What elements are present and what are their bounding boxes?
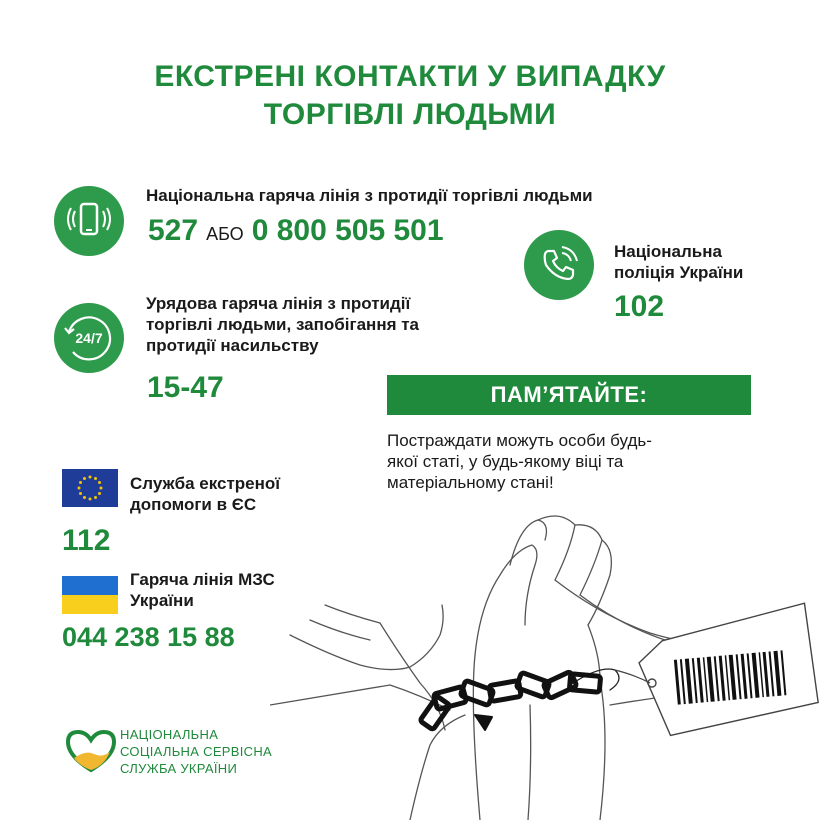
national-hotline-numbers bbox=[148, 214, 444, 248]
right-hand-outline bbox=[475, 545, 537, 655]
reminder-text-line-3: матеріальному стані! bbox=[387, 473, 554, 492]
government-hotline-label bbox=[146, 293, 419, 356]
reminder-text bbox=[387, 430, 757, 493]
national-hotline-short-number: 527 bbox=[148, 214, 199, 247]
logo-line-2: СОЦІАЛЬНА СЕРВІСНА bbox=[120, 744, 272, 759]
mfa-hotline-number: 044 238 15 88 bbox=[62, 622, 235, 652]
reminder-text-line-2: якої статі, у будь-якому віці та bbox=[387, 452, 624, 471]
mfa-hotline-label-line-1: Гаряча лінія МЗС bbox=[130, 570, 275, 589]
mfa-hotline-label bbox=[130, 569, 275, 611]
police-number: 102 bbox=[614, 290, 665, 323]
mfa-hotline-label-line-2: України bbox=[130, 591, 194, 610]
eu-flag-icon bbox=[62, 469, 118, 507]
phone-vibrate-icon bbox=[54, 186, 124, 256]
eu-emergency-number: 112 bbox=[62, 524, 111, 557]
reminder-text-line-1: Постраждати можуть особи будь- bbox=[387, 431, 652, 450]
logo-heart-icon bbox=[64, 728, 118, 779]
government-hotline-label-line-1: Урядова гаряча лінія з протидії bbox=[146, 294, 411, 313]
government-hotline-label-line-3: протидії насильству bbox=[146, 336, 319, 355]
title-line-1: ЕКСТРЕНІ КОНТАКТИ У ВИПАДКУ bbox=[154, 60, 666, 93]
national-hotline-long-number: 0 800 505 501 bbox=[251, 214, 444, 247]
police-label bbox=[614, 241, 743, 283]
reminder-banner: ПАМ’ЯТАЙТЕ: bbox=[387, 375, 751, 415]
police-label-line-2: поліція України bbox=[614, 263, 744, 282]
eu-emergency-label-line-2: допомоги в ЄС bbox=[130, 495, 257, 514]
chain-icon bbox=[420, 671, 601, 730]
left-hand-outline bbox=[290, 605, 443, 670]
logo-line-1: НАЦІОНАЛЬНА bbox=[120, 727, 219, 742]
barcode-tag bbox=[615, 603, 820, 738]
24-7-icon bbox=[54, 303, 124, 373]
logo-text bbox=[120, 726, 272, 777]
title-line-2: ТОРГІВЛІ ЛЮДЬМИ bbox=[263, 98, 557, 131]
phone-call-icon bbox=[524, 230, 594, 300]
ukraine-flag-icon bbox=[62, 576, 118, 614]
national-hotline-label: Національна гаряча лінія з протидії торгівлі людьми bbox=[146, 186, 593, 205]
eu-emergency-label bbox=[130, 473, 280, 515]
chained-hands-illustration bbox=[270, 505, 820, 820]
or-text: АБО bbox=[206, 224, 244, 244]
logo-line-3: СЛУЖБА УКРАЇНИ bbox=[120, 761, 238, 776]
government-hotline-number: 15-47 bbox=[147, 371, 224, 404]
police-label-line-1: Національна bbox=[614, 242, 722, 261]
page-title bbox=[60, 58, 760, 134]
eu-emergency-label-line-1: Служба екстреної bbox=[130, 474, 281, 493]
government-hotline-label-line-2: торгівлі людьми, запобігання та bbox=[146, 315, 420, 334]
24-7-text: 24/7 bbox=[75, 330, 103, 346]
